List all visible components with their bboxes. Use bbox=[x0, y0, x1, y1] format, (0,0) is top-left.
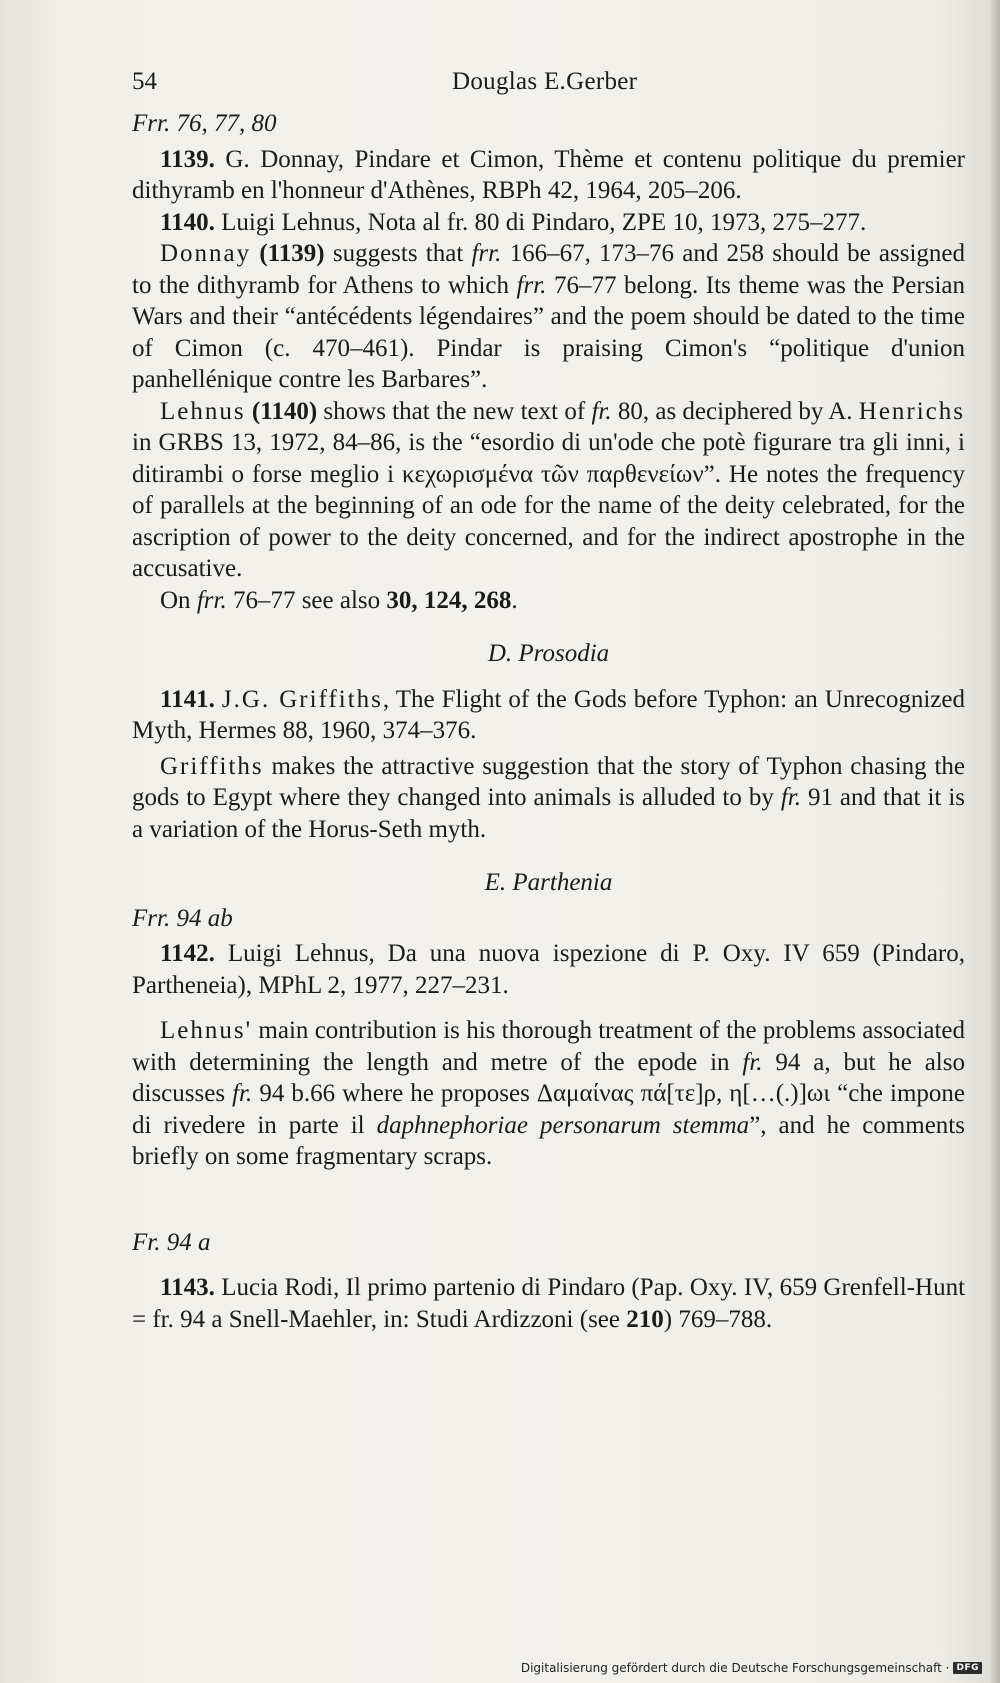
bib-entry-1141 bbox=[132, 684, 965, 747]
entry-number: 1143. bbox=[160, 1274, 215, 1301]
section-heading-frr-76: Frr. 76, 77, 80 bbox=[132, 110, 277, 137]
text-run: 94 b.66 where he proposes Δαμαίνας πά[τε]ρ, η[…(.)]ωι “che impone di rivedere in parte il bbox=[132, 1080, 965, 1139]
entry-text: ) 769–788. bbox=[663, 1305, 773, 1333]
text-run: makes the attractive suggestion that the story of Typhon chasing the gods to Egypt where they changed into animals is alluded to by bbox=[132, 752, 965, 811]
commentary-paragraph bbox=[132, 1015, 965, 1173]
bib-entry-1139 bbox=[132, 144, 965, 207]
entry-number: 1140. bbox=[160, 208, 215, 236]
text-run: ”, and he comments briefly on some fragmentary scraps. bbox=[132, 1111, 965, 1170]
text-run: suggests that bbox=[324, 240, 472, 267]
author-name: Henrichs bbox=[858, 397, 966, 425]
entry-text: Lucia Rodi, Il primo partenio di Pindaro (Pap. Oxy. IV, 659 Grenfell-Hunt = fr. 94 a Snell-Maehler, in: Studi Ardizzoni (see bbox=[132, 1274, 966, 1333]
text-run: . bbox=[511, 586, 518, 614]
text-run: fr. bbox=[591, 397, 612, 425]
text-run: daphnephoriae personarum stemma bbox=[376, 1111, 750, 1139]
author-name: Griffiths bbox=[160, 752, 264, 780]
entry-text: Luigi Lehnus, Nota al fr. 80 di Pindaro, ZPE 10, 1973, 275–277. bbox=[221, 208, 867, 236]
text-run: On bbox=[160, 586, 197, 614]
running-head: Douglas E.Gerber bbox=[452, 68, 638, 95]
author-name: Donnay bbox=[160, 240, 252, 267]
entry-number: 1142. bbox=[160, 940, 215, 967]
page-number: 54 bbox=[132, 68, 157, 95]
page-header bbox=[132, 58, 965, 108]
text-run: frr. bbox=[516, 271, 547, 299]
bib-entry-1140 bbox=[132, 207, 965, 239]
author-name: J.G. Griffiths bbox=[221, 685, 383, 713]
text-run: 91 and that it is a variation of the Horus-Seth myth. bbox=[132, 784, 965, 843]
dfg-logo: DFG bbox=[953, 1662, 982, 1674]
author-name: Lehnus bbox=[160, 397, 246, 425]
section-heading-parthenia: E. Parthenia bbox=[484, 869, 613, 896]
cross-reference: (1139) bbox=[259, 240, 325, 267]
entry-number: 1139. bbox=[160, 145, 215, 173]
text-run: fr. bbox=[780, 784, 801, 811]
section-heading-prosodia: D. Prosodia bbox=[487, 640, 610, 667]
text-run: frr. bbox=[196, 586, 227, 614]
text-run: fr. bbox=[742, 1048, 763, 1076]
text-run: 94 a, but he also discusses bbox=[132, 1048, 965, 1107]
text-run: in GRBS 13, 1972, 84–86, is the “esordio di un'ode che potè figurare tra gli inni, i ditirambi o forse meglio i κεχωρισμένα τῶν παρθενείων”. He notes the frequency of parallels at the beginning of an ode for the name of the deity celebrated, for the ascription of power to the deity concerned, and for the indirect apostrophe in the accusative. bbox=[132, 429, 965, 582]
footer-credit: Digitalisierung gefördert durch die Deutsche Forschungsgemeinschaft · bbox=[520, 1661, 950, 1675]
author-name: Lehnus' bbox=[160, 1017, 253, 1044]
text-run: 76–77 see also bbox=[226, 586, 387, 614]
text-run: frr. bbox=[471, 240, 502, 267]
bib-entry-1142 bbox=[132, 938, 965, 1001]
cross-reference: (1140) bbox=[251, 397, 318, 425]
text-run: main contribution is his thorough treatment of the problems associated with determining the length and metre of the epode in bbox=[132, 1017, 965, 1076]
sub-heading-frr-94ab: Frr. 94 ab bbox=[132, 904, 233, 932]
entry-text: Luigi Lehnus, Da una nuova ispezione di P. Oxy. IV 659 (Pindaro, Partheneia), MPhL 2, 1977, 227–231. bbox=[132, 940, 966, 999]
entry-number: 1141. bbox=[160, 685, 215, 713]
cross-reference: 30, 124, 268 bbox=[386, 586, 512, 614]
entry-text: , The Flight of the Gods before Typhon: an Unrecognized Myth, Hermes 88, 1960, 374–376. bbox=[132, 685, 966, 744]
commentary-paragraph bbox=[132, 751, 965, 846]
section-heading-fr-94a: Fr. 94 a bbox=[132, 1228, 211, 1256]
text-run: fr. bbox=[232, 1080, 253, 1107]
page-gutter bbox=[990, 0, 1000, 1683]
digitization-footer bbox=[521, 1661, 982, 1675]
text-run: 80, as deciphered by A. bbox=[611, 397, 859, 425]
commentary-paragraph bbox=[132, 396, 965, 585]
entry-text: G. Donnay, Pindare et Cimon, Thème et contenu politique du premier dithyramb en l'honneur d'Athènes, RBPh 42, 1964, 205–206. bbox=[132, 145, 966, 204]
commentary-paragraph bbox=[132, 238, 965, 396]
commentary-paragraph bbox=[132, 585, 965, 617]
text-run: 76–77 belong. Its theme was the Persian Wars and their “antécédents légendaires” and the poem should be dated to the time of Cimon (c. 470–461). Pindar is praising Cimon's “politique d'union panhellénique contre les Barbares”. bbox=[132, 271, 965, 393]
cross-reference: 210 bbox=[626, 1305, 664, 1333]
bib-entry-1143 bbox=[132, 1272, 965, 1335]
text-run: 166–67, 173–76 and 258 should be assigned to the dithyramb for Athens to which bbox=[132, 240, 965, 299]
page-text bbox=[132, 58, 965, 1335]
text-run: shows that the new text of bbox=[317, 397, 592, 425]
